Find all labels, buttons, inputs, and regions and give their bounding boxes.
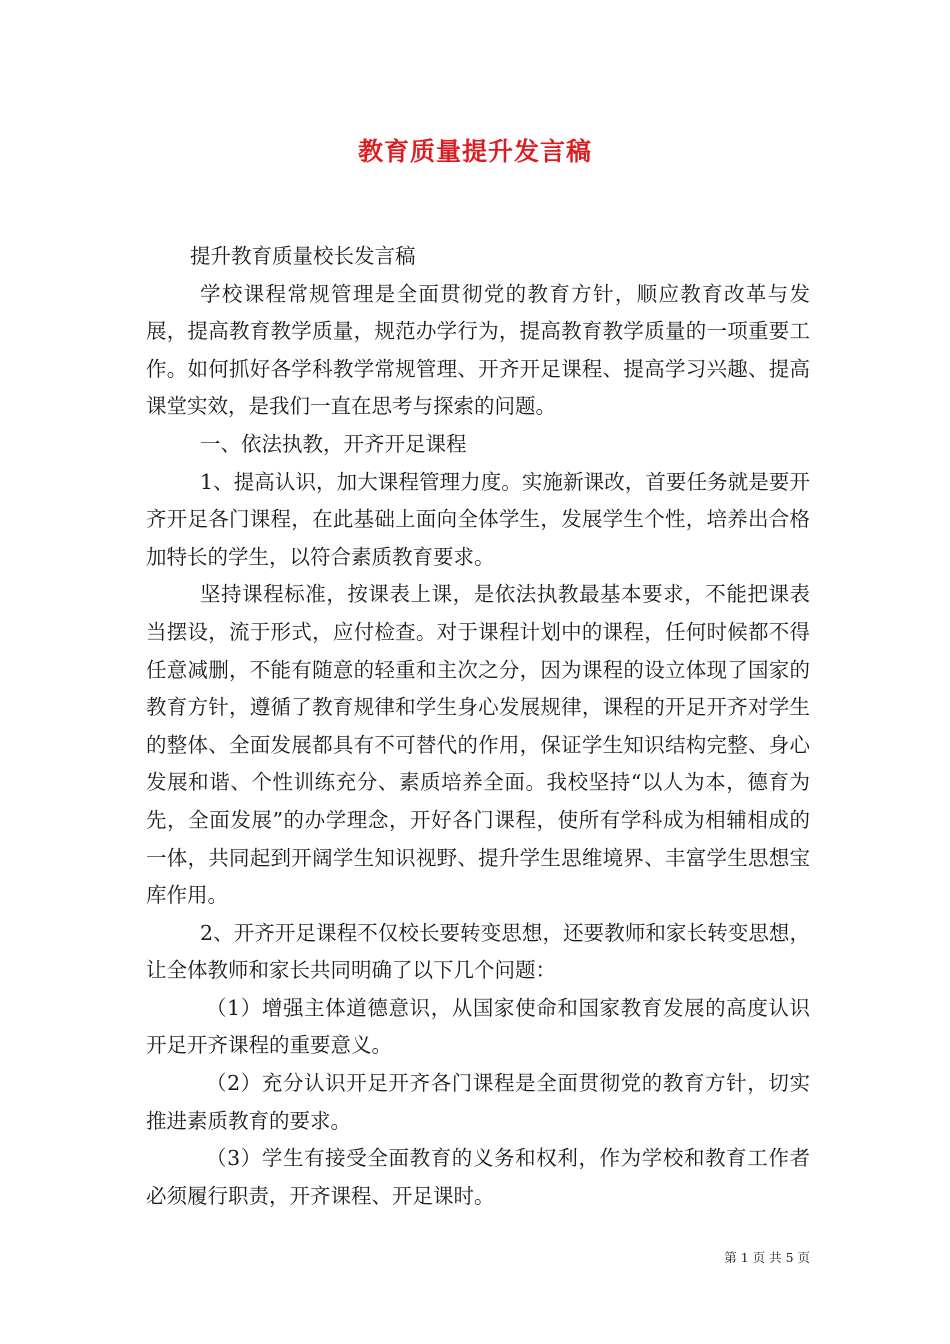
- document-body: [146, 238, 810, 1215]
- paragraph-point-1: 1、提高认识，加大课程管理力度。实施新课改，首要任务就是要开齐开足各门课程，在此基础上面向全体学生，发展学生个性，培养出合格加特长的学生，以符合素质教育要求。: [146, 469, 810, 569]
- paragraph-intro: 学校课程常规管理是全面贯彻党的教育方针，顺应教育改革与发展，提高教育教学质量，规范办学行为，提高教育教学质量的一项重要工作。如何抓好各学科教学常规管理、开齐开足课程、提高学习兴趣、提高课堂实效，是我们一直在思考与探索的问题。: [146, 281, 810, 419]
- paragraph-point-2: 2、开齐开足课程不仅校长要转变思想，还要教师和家长转变思想，让全体教师和家长共同明确了以下几个问题：: [146, 920, 810, 983]
- page-number: 第 1 页 共 5 页: [724, 1250, 810, 1265]
- document-title: 教育质量提升发言稿: [357, 137, 592, 166]
- section-heading-1: 一、依法执教，开齐开足课程: [200, 431, 467, 456]
- paragraph-item-1: （1）增强主体道德意识，从国家使命和国家教育发展的高度认识开足开齐课程的重要意义。: [146, 995, 810, 1058]
- paragraph-item-3: （3）学生有接受全面教育的义务和权利，作为学校和教育工作者必须履行职责，开齐课程、开足课时。: [146, 1146, 810, 1208]
- paragraph-curriculum-standard: 坚持课程标准，按课表上课，是依法执教最基本要求，不能把课表当摆设，流于形式，应付检查。对于课程计划中的课程，任何时候都不得任意减删，不能有随意的轻重和主次之分，因为课程的设立体现了国家的教育方针，遵循了教育规律和学生身心发展规律，课程的开足开齐对学生的整体、全面发展都具有不可替代的作用，保证学生知识结构完整、身心发展和谐、个性训练充分、素质培养全面。我校坚持“以人为本，德育为先，全面发展”的办学理念，开好各门课程，使所有学科成为相辅相成的一体，共同起到开阔学生知识视野、提升学生思维境界、丰富学生思想宝库作用。: [146, 582, 810, 908]
- paragraph-item-2: （2）充分认识开足开齐各门课程是全面贯彻党的教育方针，切实推进素质教育的要求。: [146, 1071, 810, 1133]
- paragraph-subtitle: 提升教育质量校长发言稿: [190, 244, 416, 268]
